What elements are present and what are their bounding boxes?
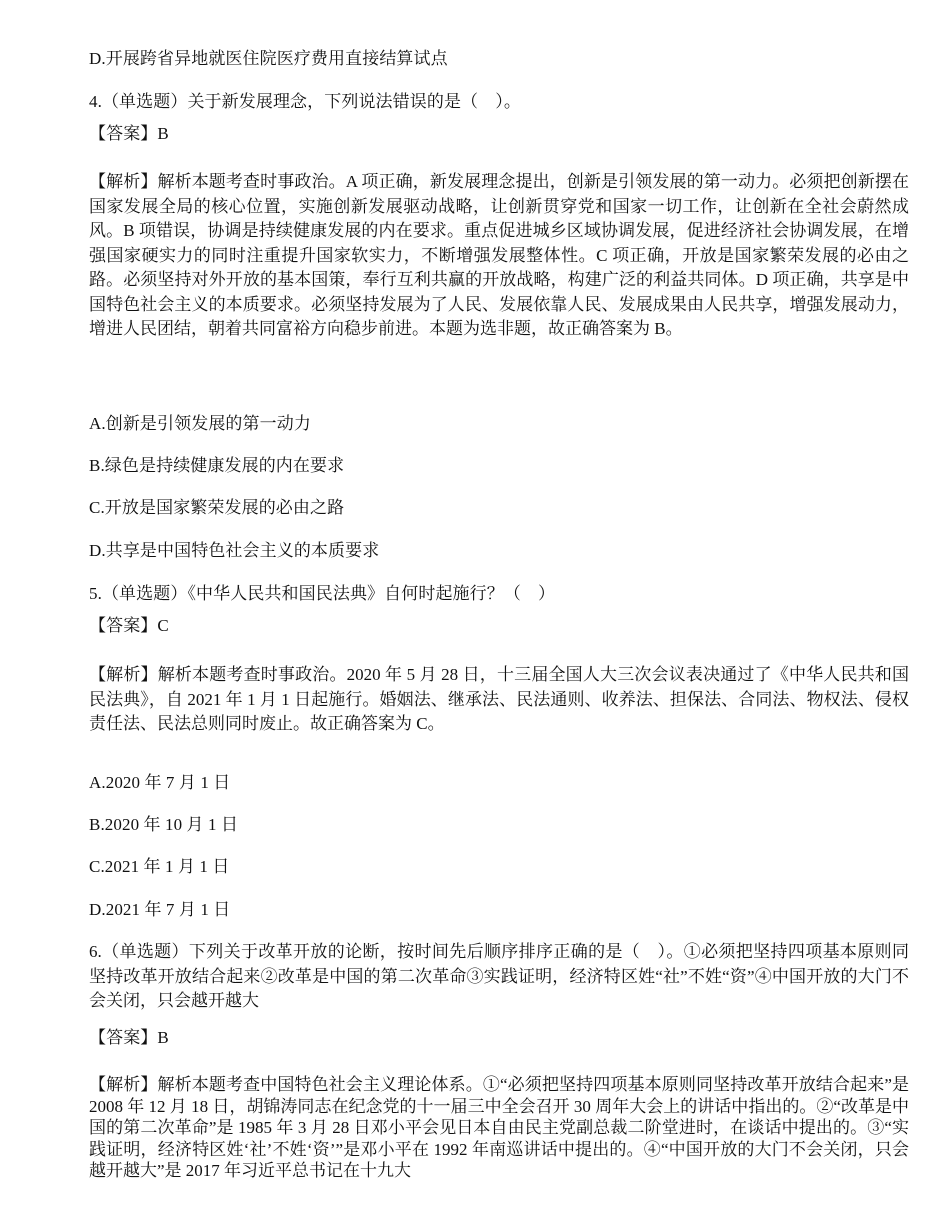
q6-analysis: 【解析】解析本题考查中国特色社会主义理论体系。①“必须把坚持四项基本原则同坚持改革开放结合起来”是 2008 年 12 月 18 日，胡锦涛同志在纪念党的十一届三中全会召开 30 周年大会上的讲话中指出的。②“改革是中国的第二次革命”是 1985 年 3 月 28 日邓小平会见日本自由民主党副总裁二阶堂进时，在谈话中提出的。③“实践证明，经济特区姓‘社’不姓‘资’”是邓小平在 1992 年南巡讲话中提出的。④“中国开放的大门不会关闭，只会越开越大”是 2017 年习近平总书记在十九大 bbox=[89, 1075, 909, 1180]
q4-answer: 【答案】B bbox=[89, 124, 169, 143]
q5-stem: 5.（单选题）《中华人民共和国民法典》自何时起施行？（ ） bbox=[89, 584, 556, 603]
q4-option-c: C.开放是国家繁荣发展的必由之路 bbox=[89, 498, 345, 517]
q4-option-b: B.绿色是持续健康发展的内在要求 bbox=[89, 456, 345, 475]
q4-option-d: D.共享是中国特色社会主义的本质要求 bbox=[89, 541, 380, 560]
q6-stem: 6.（单选题）下列关于改革开放的论断，按时间先后顺序排序正确的是（ ）。①必须把坚持四项基本原则同坚持改革开放结合起来②改革是中国的第二次革命③实践证明，经济特区姓“社”不姓“资”④中国开放的大门不会关闭，只会越开越大 bbox=[89, 942, 909, 1010]
q4-stem: 4.（单选题）关于新发展理念，下列说法错误的是（ ）。 bbox=[89, 92, 521, 111]
q6-answer: 【答案】B bbox=[89, 1028, 169, 1047]
q5-option-c: C.2021 年 1 月 1 日 bbox=[89, 857, 230, 876]
q5-analysis: 【解析】解析本题考查时事政治。2020 年 5 月 28 日，十三届全国人大三次会议表决通过了《中华人民共和国民法典》，自 2021 年 1 月 1 日起施行。婚姻法、继承法、民法通则、收养法、担保法、合同法、物权法、侵权责任法、民法总则同时废止。故正确答案为 C。 bbox=[89, 665, 909, 733]
q5-answer: 【答案】C bbox=[89, 616, 169, 635]
q4-option-a: A.创新是引领发展的第一动力 bbox=[89, 414, 311, 433]
q4-analysis: 【解析】解析本题考查时事政治。A 项正确，新发展理念提出，创新是引领发展的第一动力。必须把创新摆在国家发展全局的核心位置，实施创新发展驱动战略，让创新贯穿党和国家一切工作，让创新在全社会蔚然成风。B 项错误，协调是持续健康发展的内在要求。重点促进城乡区域协调发展，促进经济社会协调发展，在增强国家硬实力的同时注重提升国家软实力，不断增强发展整体性。C 项正确，开放是国家繁荣发展的必由之路。必须坚持对外开放的基本国策，奉行互利共赢的开放战略，构建广泛的利益共同体。D 项正确，共享是中国特色社会主义的本质要求。必须坚持发展为了人民、发展依靠人民、发展成果由人民共享，增强发展动力，增进人民团结，朝着共同富裕方向稳步前进。本题为选非题，故正确答案为 B。 bbox=[89, 172, 909, 338]
q5-option-b: B.2020 年 10 月 1 日 bbox=[89, 815, 239, 834]
q5-option-a: A.2020 年 7 月 1 日 bbox=[89, 773, 231, 792]
q5-option-d: D.2021 年 7 月 1 日 bbox=[89, 900, 231, 919]
q3-option-d: D.开展跨省异地就医住院医疗费用直接结算试点 bbox=[89, 49, 448, 68]
